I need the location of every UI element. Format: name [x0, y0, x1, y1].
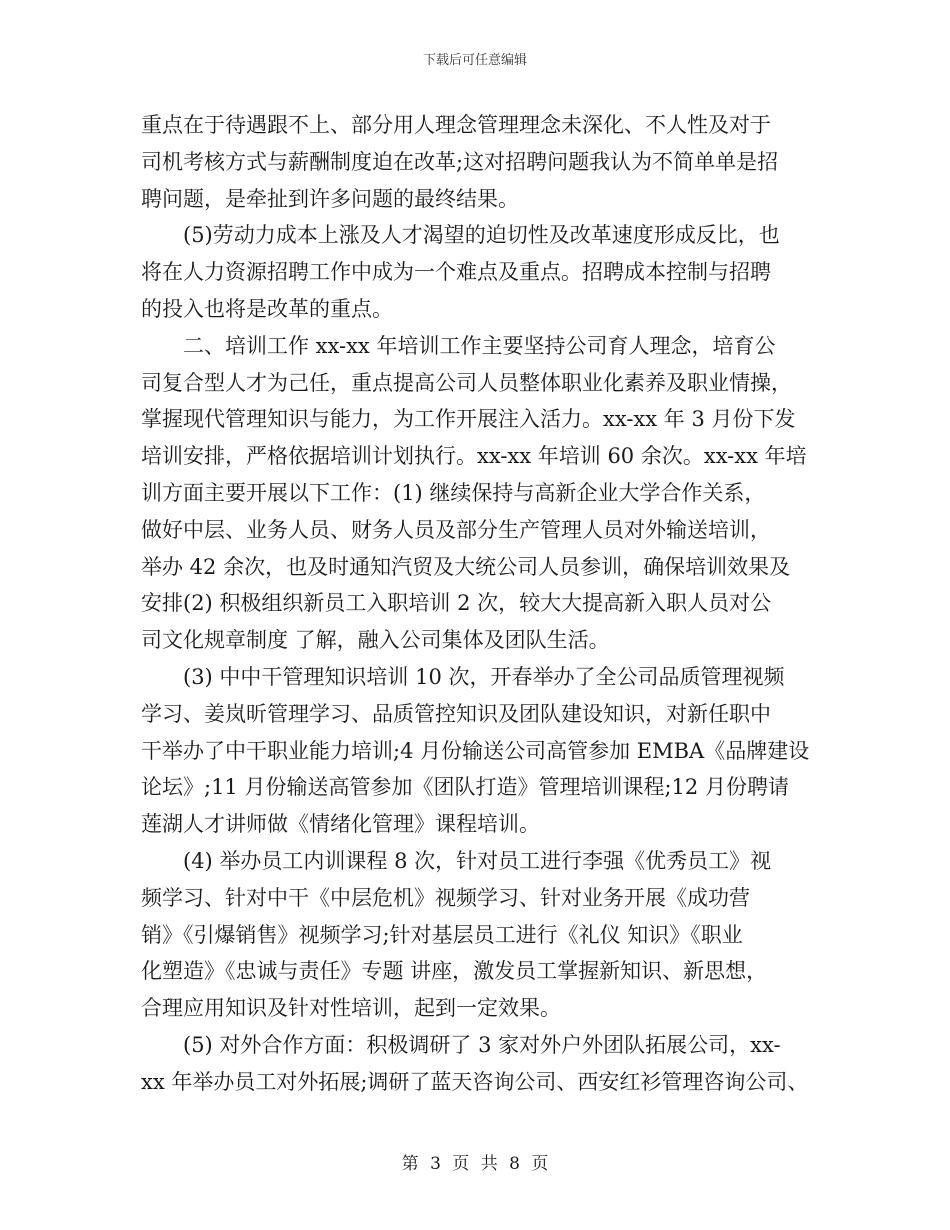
text-line: 重点在于待遇跟不上、部分用人理念管理理念未深化、不人性及对于 [141, 113, 771, 137]
text-line: 训方面主要开展以下工作：(1) 继续保持与高新企业大学合作关系， [141, 480, 766, 505]
text-line: 将在人力资源招聘工作中成为一个难点及重点。招聘成本控制与招聘 [141, 260, 771, 285]
text-line: 举办 42 余次，也及时通知汽贸及大统公司人员参训，确保培训效果及 [141, 554, 791, 579]
text-line: (5)劳动力成本上涨及人才渴望的迫切性及改革速度形成反比，也 [141, 223, 780, 248]
text-line: (4) 举办员工内训课程 8 次，针对员工进行李强《优秀员工》视 [141, 848, 772, 873]
text-line: 频学习、针对中干《中层危机》视频学习、针对业务开展《成功营 [141, 885, 750, 910]
text-line: xx 年举办员工对外拓展;调研了蓝天咨询公司、西安红衫管理咨询公司、 [141, 1069, 809, 1094]
text-line: 做好中层、业务人员、财务人员及部分生产管理人员对外输送培训， [141, 517, 771, 542]
text-line: 销》《引爆销售》视频学习;针对基层员工进行《礼仪 知识》《职业 [141, 922, 743, 947]
text-line: 聘问题，是牵扯到许多问题的最终结果。 [141, 186, 519, 211]
text-line: 的投入也将是改革的重点。 [141, 296, 393, 321]
text-line: 司复合型人才为己任，重点提高公司人员整体职业化素养及职业情操， [141, 370, 792, 395]
text-line: 掌握现代管理知识与能力，为工作开展注入活力。xx-xx 年 3 月份下发 [141, 407, 796, 432]
text-line: 培训安排，严格依据培训计划执行。xx-xx 年培训 60 余次。xx-xx 年培 [141, 444, 807, 469]
text-line: 干举办了中干职业能力培训;4 月份输送公司高管参加 EMBA《品牌建设 [141, 738, 810, 763]
text-line: (5) 对外合作方面：积极调研了 3 家对外户外团队拓展公司，xx- [141, 1032, 781, 1057]
text-line: 司机考核方式与薪酬制度迫在改革;这对招聘问题我认为不简单单是招 [141, 149, 779, 174]
text-line: (3) 中中干管理知识培训 10 次，开春举办了全公司品质管理视频 [141, 664, 785, 689]
document-body [141, 107, 813, 1101]
text-line: 合理应用知识及针对性培训，起到一定效果。 [141, 996, 561, 1021]
text-line: 学习、姜岚昕管理学习、品质管控知识及团队建设知识，对新任职中 [141, 701, 771, 726]
page-header: 下载后可任意编辑 [422, 53, 527, 68]
text-line: 安排(2) 积极组织新员工入职培训 2 次，较大大提高新入职人员对公 [141, 591, 772, 616]
text-line: 化塑造》《忠诚与责任》专题 讲座，激发员工掌握新知识、新思想， [141, 959, 768, 984]
text-line: 莲湖人才讲师做《情绪化管理》课程培训。 [141, 812, 540, 837]
text-line: 二、培训工作 xx-xx 年培训工作主要坚持公司育人理念，培育公 [141, 333, 776, 358]
text-line: 论坛》;11 月份输送高管参加《团队打造》管理培训课程;12 月份聘请 [141, 775, 789, 800]
text-line: 司文化规章制度 了解，融入公司集体及团队生活。 [141, 628, 610, 653]
page-number: 第 3 页 共 8 页 [401, 1154, 549, 1174]
